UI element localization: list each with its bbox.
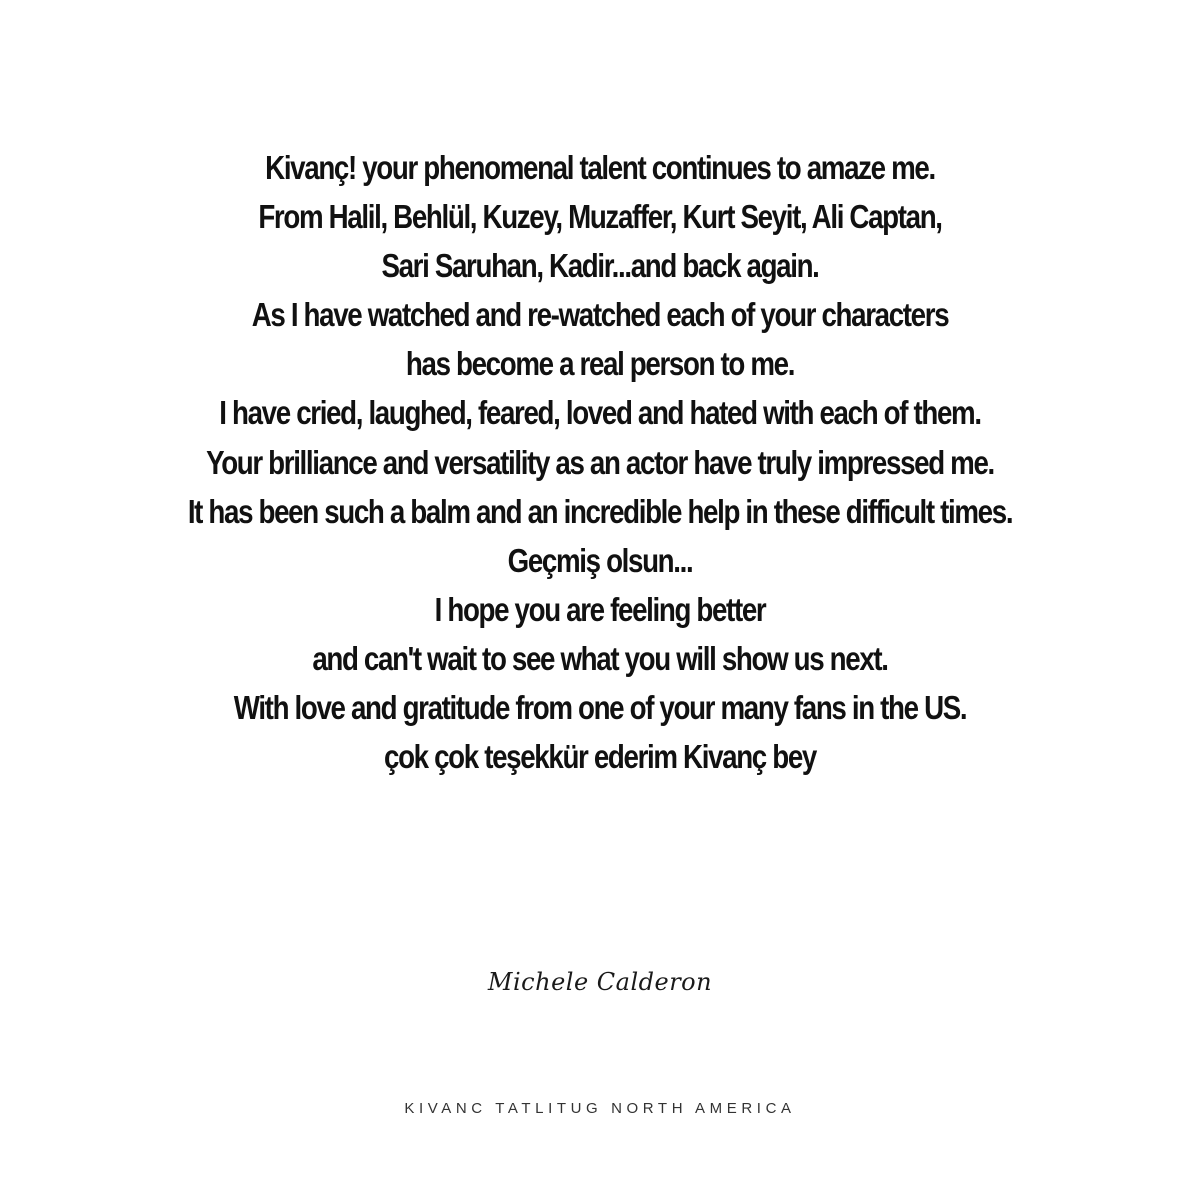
signature: Michele Calderon bbox=[487, 968, 713, 996]
footer-brand: KIVANC TATLITUG NORTH AMERICA bbox=[404, 1100, 796, 1117]
letter-line: has become a real person to me. bbox=[405, 345, 795, 383]
letter-line: Geçmiş olsun... bbox=[507, 541, 693, 579]
letter-line: It has been such a balm and an incredible help in these difficult times. bbox=[187, 492, 1013, 530]
letter-line: I hope you are feeling better bbox=[434, 590, 766, 628]
letter-line: With love and gratitude from one of your many fans in the US. bbox=[233, 689, 967, 727]
letter-line: As I have watched and re-watched each of your characters bbox=[251, 296, 949, 334]
letter-line: Sari Saruhan, Kadir...and back again. bbox=[381, 247, 819, 285]
letter-line: Kivanç! your phenomenal talent continues to amaze me. bbox=[265, 149, 935, 186]
letter-line: and can't wait to see what you will show us next. bbox=[312, 639, 888, 677]
letter-line: çok çok teşekkür ederim Kivanç bey bbox=[384, 738, 816, 776]
letter-line: Your brilliance and versatility as an actor have truly impressed me. bbox=[206, 443, 994, 481]
letter-line: I have cried, laughed, feared, loved and hated with each of them. bbox=[219, 394, 981, 432]
letter-line: From Halil, Behlül, Kuzey, Muzaffer, Kurt Seyit, Ali Captan, bbox=[258, 198, 942, 236]
letter-body bbox=[0, 143, 1200, 781]
